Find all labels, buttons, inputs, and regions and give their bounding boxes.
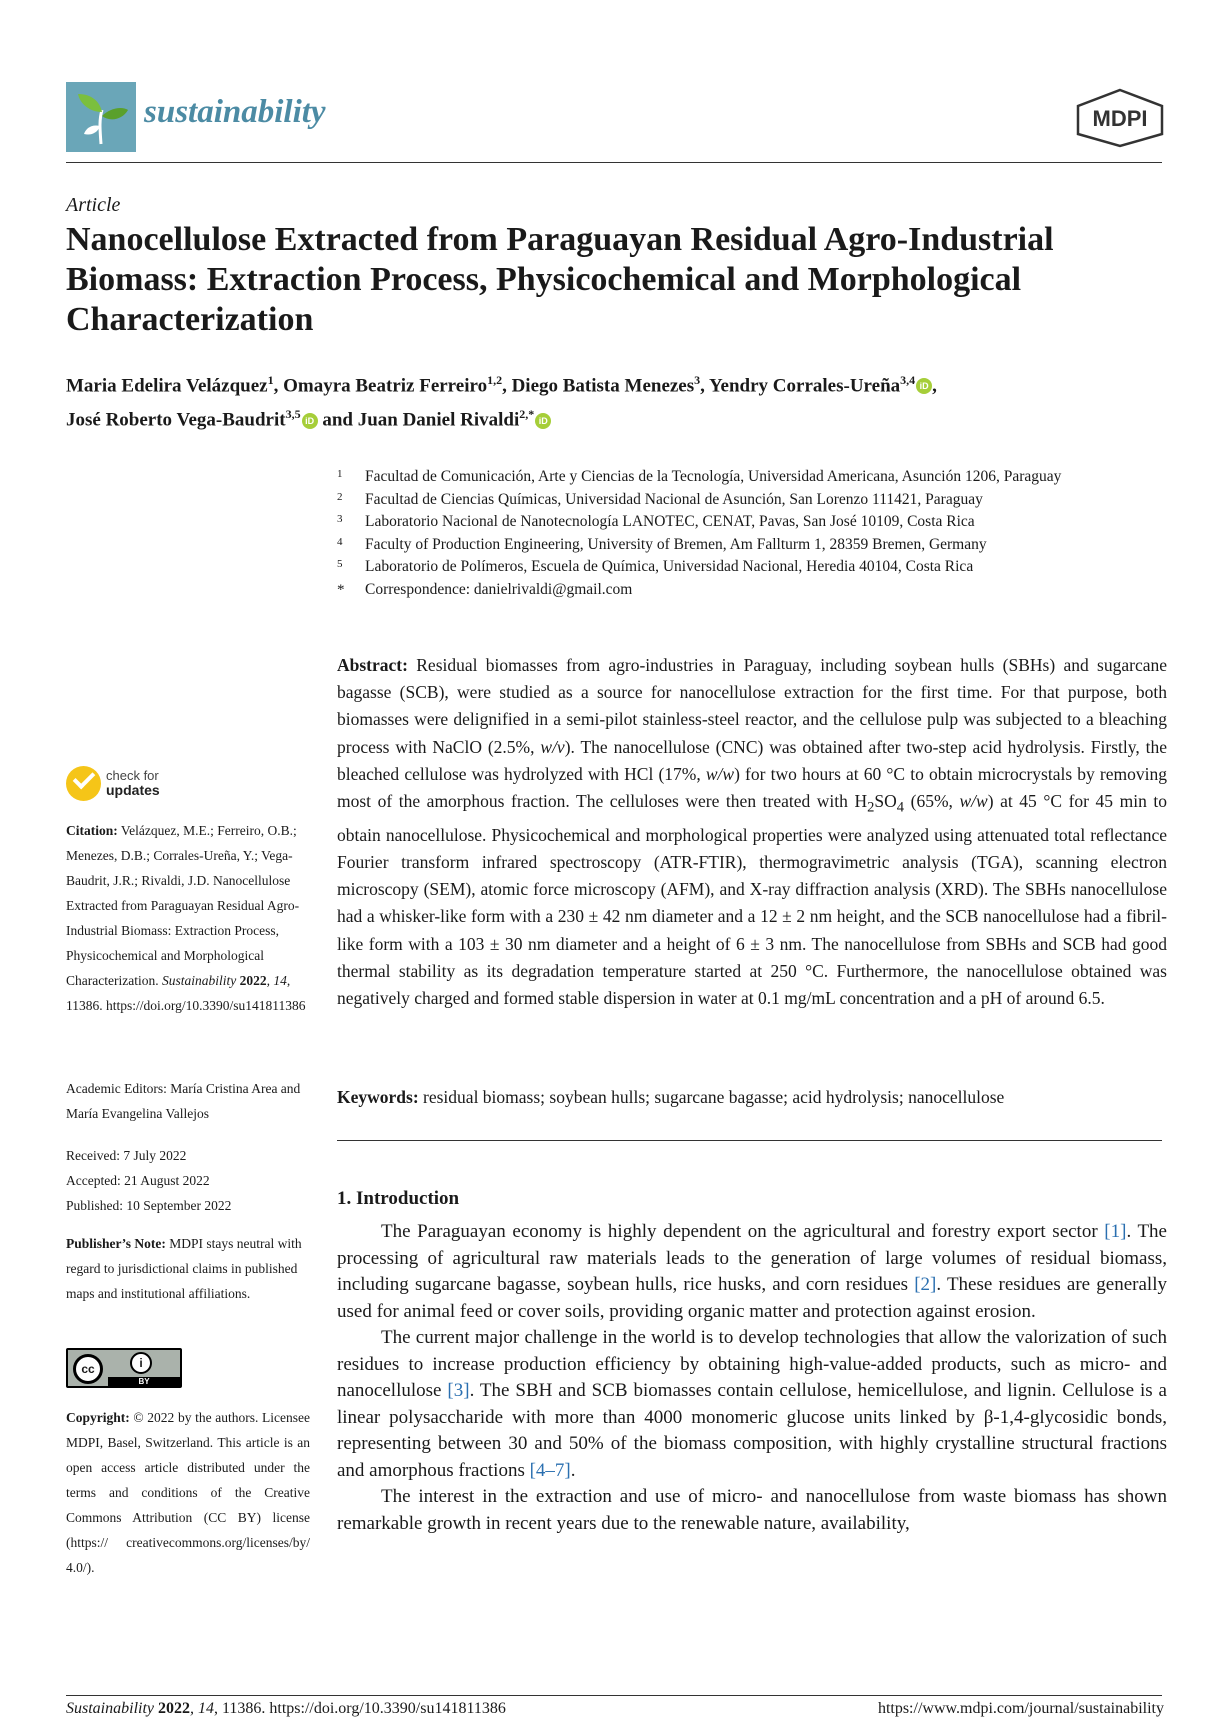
citation-link[interactable]: [3] bbox=[447, 1380, 470, 1401]
footer-year: 2022 bbox=[154, 1700, 190, 1717]
introduction-body bbox=[337, 1219, 1167, 1537]
footer-journal: Sustainability bbox=[66, 1700, 154, 1717]
journal-header bbox=[66, 78, 1166, 164]
affiliation-text: Laboratorio Nacional de Nanotecnología LANOTEC, CENAT, Pavas, San José 10109, Costa Rica bbox=[365, 513, 975, 530]
author-affiliation-sup: 3,5 bbox=[285, 407, 301, 422]
affiliation-list bbox=[337, 466, 1167, 601]
abstract-text: ). The nanocellulose (CNC) was obtained after two-step acid hydrolysis. Firstly, the bleached cellulose was hydrolyzed with HCl (17%, bbox=[337, 736, 1167, 784]
affiliation-number: 2 bbox=[337, 490, 343, 503]
affiliation-text: Faculty of Production Engineering, University of Bremen, Am Fallturm 1, 28359 Bremen, Germany bbox=[365, 535, 987, 553]
abstract-subscript: 2 bbox=[867, 799, 875, 816]
abstract-text: (65%, bbox=[904, 791, 960, 812]
correspondence-item bbox=[337, 579, 1167, 602]
journal-name: sustainability bbox=[144, 94, 326, 130]
affiliation-number: 5 bbox=[337, 558, 343, 570]
check-for-text: check for bbox=[106, 768, 159, 783]
check-for-updates-button[interactable] bbox=[66, 766, 186, 806]
creative-commons-icon: cc bbox=[73, 1354, 103, 1384]
header-divider bbox=[66, 162, 1162, 163]
citation-block bbox=[66, 818, 310, 1018]
cc-by-license-badge[interactable] bbox=[66, 1348, 182, 1388]
author-separator: , bbox=[273, 375, 284, 397]
citation-doi[interactable]: , 11386. https://doi.org/10.3390/su141811386 bbox=[66, 973, 306, 1013]
mdpi-logo bbox=[1074, 88, 1166, 148]
attribution-icon: i bbox=[130, 1352, 152, 1374]
author-name: Omayra Beatriz Ferreiro bbox=[283, 375, 488, 397]
citation-link[interactable]: [4–7] bbox=[529, 1459, 571, 1481]
updates-text: updates bbox=[106, 782, 160, 798]
publisher-note-label: Publisher’s Note: bbox=[66, 1236, 166, 1251]
check-icon bbox=[66, 766, 101, 801]
academic-editors: Academic Editors: María Cristina Area and María Evangelina Vallejos bbox=[66, 1081, 301, 1121]
received-date: Received: 7 July 2022 bbox=[66, 1148, 187, 1163]
author-separator: and bbox=[317, 409, 358, 431]
by-label: BY bbox=[108, 1377, 180, 1386]
paragraph-text: . The processing of agricultural raw materials leads to the generation of large volumes of residual biomass, including sugarcane bagasse, soybean hulls, rice husks, and corn residues bbox=[337, 1221, 1167, 1295]
author-separator: , bbox=[502, 375, 512, 397]
section-divider bbox=[337, 1140, 1162, 1141]
abstract-text: w/w bbox=[705, 763, 735, 784]
affiliation-item bbox=[337, 511, 1167, 534]
check-for-updates-label bbox=[106, 768, 160, 798]
author-affiliation-sup: 2,* bbox=[519, 407, 535, 422]
author-affiliation-sup: 1 bbox=[267, 373, 274, 387]
orcid-icon[interactable]: iD bbox=[916, 378, 932, 394]
affiliation-text: Facultad de Comunicación, Arte y Ciencias de la Tecnología, Universidad Americana, Asunción 1206, Paraguay bbox=[365, 468, 1062, 485]
affiliation-text: Facultad de Ciencias Químicas, Universidad Nacional de Asunción, San Lorenzo 111421, Paraguay bbox=[365, 490, 983, 508]
journal-logo-icon bbox=[66, 82, 136, 152]
citation-label: Citation: bbox=[66, 823, 118, 838]
author-affiliation-sup: 3,4 bbox=[900, 373, 916, 387]
publisher-note-text: MDPI stays neutral with regard to jurisdictional claims in published maps and institutional affiliations. bbox=[66, 1236, 302, 1301]
affiliation-number: * bbox=[337, 581, 345, 598]
dates-block bbox=[66, 1143, 310, 1218]
footer-doi[interactable]: , 11386. https://doi.org/10.3390/su141811386 bbox=[214, 1700, 506, 1717]
abstract-text: ) at 45 °C for 45 min to obtain nanocellulose. Physicochemical and morphological properties were analyzed using attenuated total reflectance Fourier transform infrared spectroscopy (ATR-FTIR), thermogravimetric analysis (TGA), scanning electron microscopy (SEM), atomic force microscopy (AFM), and X-ray diffraction analysis (XRD). The SBHs nanocellulose had a whisker-like form with a 230 ± 42 nm diameter and a 12 ± 2 nm height, and the SCB nanocellulose had a fibril-like form with a 103 ± 30 nm diameter and a height of 6 ± 3 nm. The nanocellulose from SBHs and SCB had good thermal stability as its degradation temperature started at 250 °C. Furthermore, the nanocellulose obtained was negatively charged and formed stable dispersion in water at 0.1 mg/mL concentration and a pH of around 6.5. bbox=[337, 791, 1167, 1008]
affiliation-item bbox=[337, 534, 1167, 557]
affiliation-item bbox=[337, 556, 1167, 579]
abstract-label: Abstract: bbox=[337, 655, 408, 675]
footer-citation bbox=[66, 1700, 506, 1718]
paragraph-text: The current major challenge in the world is to develop technologies that allow the valorization of such residues to increase production efficiency by obtaining high-value-added products, such as micro- and nanocellulose bbox=[337, 1327, 1167, 1401]
citation-journal: Sustainability bbox=[161, 973, 237, 988]
citation-link[interactable]: [2] bbox=[914, 1274, 937, 1295]
accepted-date: Accepted: 21 August 2022 bbox=[66, 1173, 210, 1188]
paragraph-text: . These residues are generally used for animal feed or cover soils, providing organic matter and protection against erosion. bbox=[337, 1274, 1167, 1322]
paragraph-text: The Paraguayan economy is highly dependent on the agricultural and forestry export sector bbox=[381, 1221, 1105, 1242]
paragraph bbox=[337, 1219, 1167, 1325]
copyright-text: © 2022 by the authors. Licensee MDPI, Basel, Switzerland. This article is an open access article distributed under the terms and conditions of the Creative Commons Attribution (CC BY) license (https:// creativecommons.org/licenses/by/ 4.0/). bbox=[66, 1410, 310, 1575]
footer-journal-url[interactable]: https://www.mdpi.com/journal/sustainability bbox=[877, 1700, 1164, 1717]
citation-link[interactable]: [1] bbox=[1104, 1221, 1127, 1242]
author-list bbox=[66, 366, 1166, 435]
author-affiliation-sup: 1,2 bbox=[487, 373, 503, 387]
author-affiliation-sup: 3 bbox=[694, 373, 701, 387]
footer-volume: , 14 bbox=[190, 1700, 214, 1717]
copyright-label: Copyright: bbox=[66, 1410, 130, 1425]
affiliation-item bbox=[337, 489, 1167, 512]
paragraph: The interest in the extraction and use of micro- and nanocellulose from waste biomass has shown remarkable growth in recent years due to the renewable nature, availability, bbox=[337, 1486, 1167, 1534]
orcid-icon[interactable]: iD bbox=[535, 413, 551, 429]
article-type: Article bbox=[66, 194, 121, 216]
affiliation-item bbox=[337, 466, 1167, 489]
affiliation-number: 4 bbox=[337, 535, 343, 548]
affiliation-number: 3 bbox=[337, 513, 343, 525]
author-name: Diego Batista Menezes bbox=[511, 375, 695, 397]
copyright-block bbox=[66, 1405, 310, 1580]
author-name: José Roberto Vega-Baudrit bbox=[66, 409, 286, 431]
citation-volume: , 14 bbox=[266, 973, 287, 988]
author-separator: , bbox=[700, 375, 709, 397]
affiliation-number: 1 bbox=[337, 468, 343, 480]
publisher-note bbox=[66, 1231, 310, 1306]
keywords-label: Keywords: bbox=[337, 1087, 419, 1107]
paragraph-text: . The SBH and SCB biomasses contain cellulose, hemicellulose, and lignin. Cellulose is a linear polysaccharide with more than 4000 monomeric glucose units linked by β-1,4-glycosidic bonds, representing between 30 and 50% of the biomass composition, with highly crystalline structural fractions and amorphous fractions bbox=[337, 1380, 1167, 1481]
abstract bbox=[337, 652, 1167, 1012]
keywords bbox=[337, 1084, 1167, 1110]
paragraph-text: . bbox=[570, 1459, 576, 1481]
author-name: Juan Daniel Rivaldi bbox=[357, 409, 520, 431]
affiliation-text: Laboratorio de Polímeros, Escuela de Química, Universidad Nacional, Heredia 40104, Costa Rica bbox=[365, 558, 974, 575]
abstract-text: w/w bbox=[959, 791, 988, 812]
paragraph bbox=[337, 1325, 1167, 1484]
footer-divider bbox=[66, 1695, 1162, 1696]
author-name: Maria Edelira Velázquez bbox=[66, 375, 268, 397]
keywords-text: residual biomass; soybean hulls; sugarcane bagasse; acid hydrolysis; nanocellulose bbox=[418, 1087, 1005, 1107]
published-date: Published: 10 September 2022 bbox=[66, 1198, 232, 1213]
orcid-icon[interactable]: iD bbox=[302, 413, 318, 429]
author-name: Yendry Corrales-Ureña bbox=[708, 375, 901, 397]
abstract-text: SO bbox=[874, 791, 897, 812]
correspondence-text[interactable]: Correspondence: danielrivaldi@gmail.com bbox=[365, 580, 633, 598]
section-heading: 1. Introduction bbox=[337, 1188, 460, 1209]
abstract-text: w/v bbox=[540, 736, 565, 757]
citation-year: 2022 bbox=[236, 973, 267, 988]
abstract-text: Residual biomasses from agro-industries in Paraguay, including soybean hulls (SBHs) and sugarcane bagasse (SCB), were studied as a source for nanocellulose extraction for the first time. For that purpose, both biomasses were delignified in a semi-pilot stainless-steel reactor, and the cellulose pulp was subjected to a bleaching process with NaClO (2.5%, bbox=[337, 655, 1167, 757]
citation-text: Velázquez, M.E.; Ferreiro, O.B.; Menezes, D.B.; Corrales-Ureña, Y.; Vega-Baudrit, J.R.; Rivaldi, J.D. Nanocellulose Extracted from Paraguayan Residual Agro-Industrial Biomass: Extraction Process, Physicochemical and Morphological Characterization. bbox=[66, 823, 300, 988]
author-separator: , bbox=[932, 375, 937, 397]
publisher-logo-text: MDPI bbox=[1092, 106, 1148, 131]
article-title: Nanocellulose Extracted from Paraguayan Residual Agro-Industrial Biomass: Extraction Process, Physicochemical and Morphological Characterization bbox=[66, 221, 1054, 338]
abstract-text: ) for two hours at 60 °C to obtain microcrystals by removing most of the amorphous fraction. The celluloses were then treated with H bbox=[337, 763, 1168, 812]
abstract-subscript: 4 bbox=[896, 799, 905, 816]
